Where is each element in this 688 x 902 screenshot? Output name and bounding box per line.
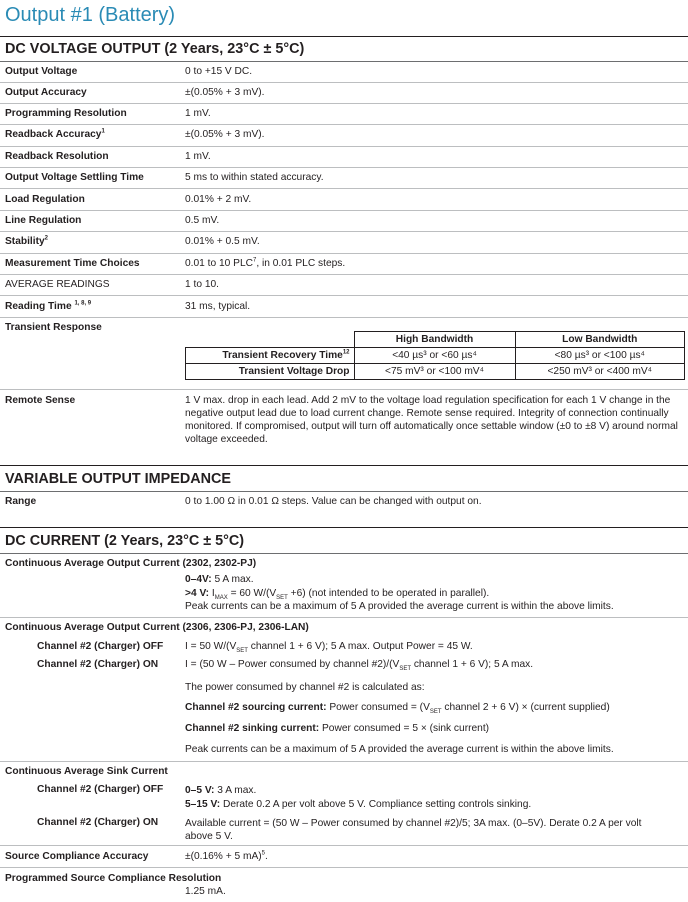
section-title: VARIABLE OUTPUT IMPEDANCE (5, 471, 231, 487)
footnote-ref: 1 (101, 128, 105, 135)
spec-label: Continuous Average Output Current (2302, 2302-PJ) (5, 558, 257, 569)
spec-row-stability (0, 232, 688, 254)
spec-value: The power consumed by channel #2 is calculated as: (185, 682, 425, 693)
spec-label: Transient Response (5, 322, 102, 333)
spec-value: 1 mV. (185, 108, 211, 119)
spec-text: Power consumed = 5 × (sink current) (319, 723, 490, 734)
spec-label: Remote Sense (5, 395, 76, 406)
transient-response-table (185, 331, 685, 380)
spec-row-line-regulation (0, 211, 688, 232)
table-cell: <40 µs³ or <60 µs⁴ (354, 348, 515, 364)
spec-value (185, 573, 614, 614)
spec-text: +6) (not intended to be operated in parallel). (287, 587, 490, 599)
footnote-ref: 12 (342, 349, 350, 356)
column-header: Low Bandwidth (515, 332, 684, 348)
spec-row-reading-time (0, 296, 688, 318)
spec-row-range (0, 492, 688, 513)
spec-value (185, 851, 268, 862)
table-row (186, 364, 685, 380)
spec-row-programming-resolution (0, 104, 688, 125)
spec-bold: 5–15 V: (185, 798, 221, 810)
spec-label: Readback Resolution (5, 151, 109, 162)
spec-label: Continuous Average Sink Current (5, 766, 168, 777)
spec-value (185, 258, 345, 269)
spec-bold: 0–4V: (185, 574, 212, 585)
subscript: SET (429, 709, 442, 716)
spec-value: ±(0.05% + 3 mV). (185, 129, 265, 140)
spec-bold: Channel #2 sinking current: (185, 723, 320, 734)
spec-label (5, 236, 48, 247)
table-corner (186, 332, 355, 348)
spec-text: 3 A max. (214, 785, 257, 796)
spec-value: 0 to 1.00 Ω in 0.01 Ω steps. Value can be changed with output on. (185, 496, 482, 507)
table-cell: <75 mV³ or <100 mV⁴ (354, 364, 515, 380)
spec-label: Line Regulation (5, 215, 82, 226)
footnote-ref: 7 (252, 257, 257, 264)
spec-label: Range (5, 496, 37, 507)
spec-value: 1.25 mA. (185, 886, 226, 897)
spec-text: I (209, 587, 215, 599)
spec-label-text: Reading Time (5, 301, 72, 312)
spec-row-remote-sense (0, 390, 688, 454)
spec-text: I = (50 W – Power consumed by channel #2)/(V (185, 659, 400, 670)
row-header-text: Transient Recovery Time (222, 350, 343, 361)
footnote-ref: 1, 8, 9 (74, 300, 92, 307)
spec-value (185, 641, 473, 655)
section-title: DC CURRENT (2 Years, 23°C ± 5°C) (5, 533, 245, 549)
spec-label: Source Compliance Accuracy (5, 851, 149, 862)
spec-value: 1 V max. drop in each lead. Add 2 mV to the voltage load regulation specification for each 1 V change in the negative output lead due to load current change. Remote sense required. Integrity of connection continually monitored. If compromised, output will turn off automatically once settable window (±0 to ±8 V) around normal voltage exceeded. (185, 395, 678, 445)
spec-label-text: Stability (5, 236, 45, 247)
spec-text: channel 2 + 6 V) × (current supplied) (441, 702, 610, 713)
spec-row-load-regulation (0, 189, 688, 211)
spec-line (185, 587, 614, 601)
spec-line (185, 798, 531, 812)
section-title: DC VOLTAGE OUTPUT (2 Years, 23°C ± 5°C) (5, 41, 305, 57)
spec-label: Output Voltage (5, 66, 78, 77)
spec-row-measurement-time (0, 254, 688, 275)
table-cell: <80 µs³ or <100 µs⁴ (515, 348, 684, 364)
spec-line (185, 573, 614, 587)
spec-value: Available current = (50 W – Power consumed by channel #2)/5; 3A max. (0–5V). Derate 0.2 A per volt above 5 V. (185, 818, 642, 842)
row-header: Transient Voltage Drop (186, 364, 355, 380)
page-title: Output #1 (Battery) (5, 4, 176, 26)
spec-text: Derate 0.2 A per volt above 5 V. Compliance setting controls sinking. (220, 798, 532, 810)
spec-label: Output Accuracy (5, 87, 87, 98)
spec-value (185, 723, 489, 734)
spec-row-source-compliance-accuracy (0, 846, 688, 868)
spec-label: Measurement Time Choices (5, 258, 140, 269)
spec-value: 0.01% + 2 mV. (185, 194, 252, 205)
spec-row-output-voltage (0, 62, 688, 83)
spec-value (185, 702, 610, 716)
spec-value: ±(0.05% + 3 mV). (185, 87, 265, 98)
column-header: High Bandwidth (354, 332, 515, 348)
spec-text: 5 A max. (211, 574, 254, 585)
spec-label: Load Regulation (5, 194, 85, 205)
spec-text: channel 1 + 6 V); 5 A max. (411, 659, 534, 670)
row-header (186, 348, 355, 364)
subscript: SET (399, 666, 411, 673)
spec-label: Programmed Source Compliance Resolution (5, 873, 222, 884)
subscript: SET (276, 594, 288, 601)
spec-sublabel: Channel #2 (Charger) ON (37, 659, 159, 670)
spec-sublabel: Channel #2 (Charger) ON (37, 817, 159, 828)
subscript: SET (236, 648, 248, 655)
spec-bold: Channel #2 sourcing current: (185, 702, 327, 713)
spec-label: AVERAGE READINGS (5, 279, 110, 290)
subscript: MAX (214, 594, 228, 601)
spec-value-tail: , in 0.01 PLC steps. (256, 258, 346, 269)
spec-value: 31 ms, typical. (185, 301, 251, 312)
footnote-ref: 2 (44, 235, 48, 242)
spec-value: 5 ms to within stated accuracy. (185, 172, 324, 183)
spec-row-settling-time (0, 168, 688, 189)
spec-row-readback-resolution (0, 147, 688, 168)
spec-label: Continuous Average Output Current (2306, 2306-PJ, 2306-LAN) (5, 622, 309, 633)
spec-block-sink (0, 762, 688, 846)
section-heading-dc-current (0, 527, 688, 554)
section-heading-impedance (0, 465, 688, 492)
footnote-ref: 5 (261, 850, 265, 857)
spec-label: Output Voltage Settling Time (5, 172, 144, 183)
table-header-row (186, 332, 685, 348)
spec-label-text: Readback Accuracy (5, 129, 102, 140)
spec-text: Power consumed = (V (326, 702, 430, 713)
spec-value-text: ±(0.16% + 5 mA) (185, 851, 262, 862)
spec-text: channel 1 + 6 V); 5 A max. Output Power = 45 W. (247, 641, 473, 652)
spec-value-text: 0.01 to 10 PLC (185, 258, 253, 269)
spec-value: 1 mV. (185, 151, 211, 162)
table-row (186, 348, 685, 364)
spec-label (5, 301, 91, 312)
spec-label: Programming Resolution (5, 108, 127, 119)
spec-text: I = 50 W/(V (185, 641, 237, 652)
spec-label (5, 129, 105, 140)
spec-value: Peak currents can be a maximum of 5 A provided the average current is within the above limits. (185, 744, 614, 755)
spec-text: = 60 W/(V (227, 587, 277, 599)
spec-sublabel: Channel #2 (Charger) OFF (37, 641, 164, 652)
spec-block-2306 (0, 618, 688, 762)
spec-sublabel: Channel #2 (Charger) OFF (37, 784, 164, 795)
spec-row-output-accuracy (0, 83, 688, 104)
spec-value-tail: . (265, 851, 268, 862)
spec-block-2302 (0, 554, 688, 618)
spec-value: 0.5 mV. (185, 215, 220, 226)
spec-value (185, 784, 531, 811)
table-cell: <250 mV³ or <400 mV⁴ (515, 364, 684, 380)
spec-row-average-readings (0, 275, 688, 296)
spec-bold: >4 V: (185, 587, 210, 599)
spec-value (185, 659, 534, 673)
spec-value: 1 to 10. (185, 279, 219, 290)
spec-value: 0.01% + 0.5 mV. (185, 236, 260, 247)
spec-row-readback-accuracy (0, 125, 688, 147)
spec-row-source-compliance-resolution (0, 868, 688, 900)
spec-line (185, 784, 531, 798)
section-heading-dc-voltage (0, 36, 688, 62)
spec-bold: 0–5 V: (185, 785, 215, 796)
spec-value: 0 to +15 V DC. (185, 66, 253, 77)
spec-line: Peak currents can be a maximum of 5 A provided the average current is within the above limits. (185, 601, 614, 612)
